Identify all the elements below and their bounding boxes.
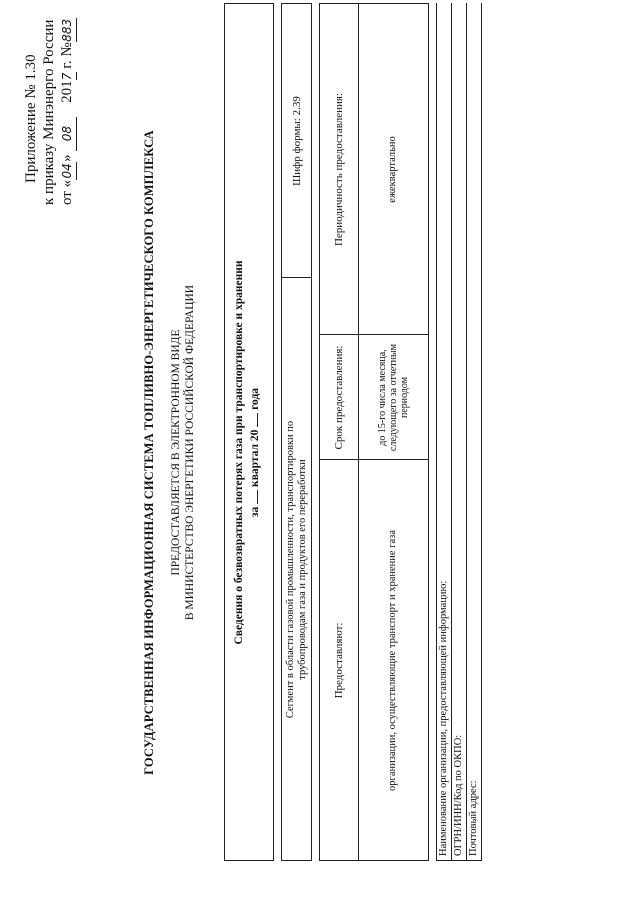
cell-submitters: организации, осуществляющие транспорт и хранение газа <box>387 530 398 791</box>
org-block-bottom <box>481 3 482 861</box>
header-frequency: Периодичность предоставления: <box>332 92 345 247</box>
title-box-top <box>224 3 225 861</box>
system-title: ГОСУДАРСТВЕННАЯ ИНФОРМАЦИОННАЯ СИСТЕМА ТОПЛИВНО-ЭНЕРГЕТИЧЕСКОГО КОМПЛЕКСА <box>142 130 156 775</box>
cell-deadline: до 15-го числа месяца, следующего за отчетным периодом <box>376 343 410 452</box>
org-block-left <box>436 860 482 861</box>
report-title: Сведения о безвозвратных потерях газа при транспортировке и хранении <box>233 260 245 645</box>
appendix-block <box>22 9 77 205</box>
org-block-top <box>436 3 437 861</box>
table-bottom <box>428 3 429 861</box>
org-block-sep-1 <box>451 3 452 861</box>
org-ogrn-label: ОГРН/ИНН/Код по ОКПО: <box>453 734 464 856</box>
segment-text: Сегмент в области газовой промышленности, транспортировки по трубопроводам газа и продуктов его переработки <box>284 420 308 719</box>
order-day: 04 <box>58 162 77 180</box>
appendix-date-line: от «04» 08 2017 г. №883 <box>59 18 75 205</box>
header-submitters: Предоставляют: <box>332 622 345 699</box>
header-deadline: Срок предоставления: <box>332 345 345 450</box>
order-number: 883 <box>58 18 77 42</box>
submission-line-1: ПРЕДОСТАВЛЯЕТСЯ В ЭЛЕКТРОННОМ ВИДЕ <box>170 329 182 576</box>
org-address-label: Почтовый адрес: <box>468 780 479 856</box>
appendix-order-ref: к приказу Минэнерго России <box>41 19 57 205</box>
title-box-bottom <box>273 3 274 861</box>
order-month: 08 <box>58 117 77 151</box>
submission-line-2: В МИНИСТЕРСТВО ЭНЕРГЕТИКИ РОССИЙСКОЙ ФЕДЕРАЦИИ <box>184 284 196 621</box>
order-year-digit: 7 <box>58 72 77 80</box>
appendix-number: Приложение № 1.30 <box>23 54 39 183</box>
form-code: Шифр формы: 2.39 <box>290 96 303 186</box>
org-block-sep-2 <box>466 3 467 861</box>
cell-frequency: ежеквартально <box>387 136 398 203</box>
report-period: за квартал 20 года <box>249 387 261 518</box>
org-name-label: Наименование организации, предоставляющей информацию: <box>438 580 449 856</box>
